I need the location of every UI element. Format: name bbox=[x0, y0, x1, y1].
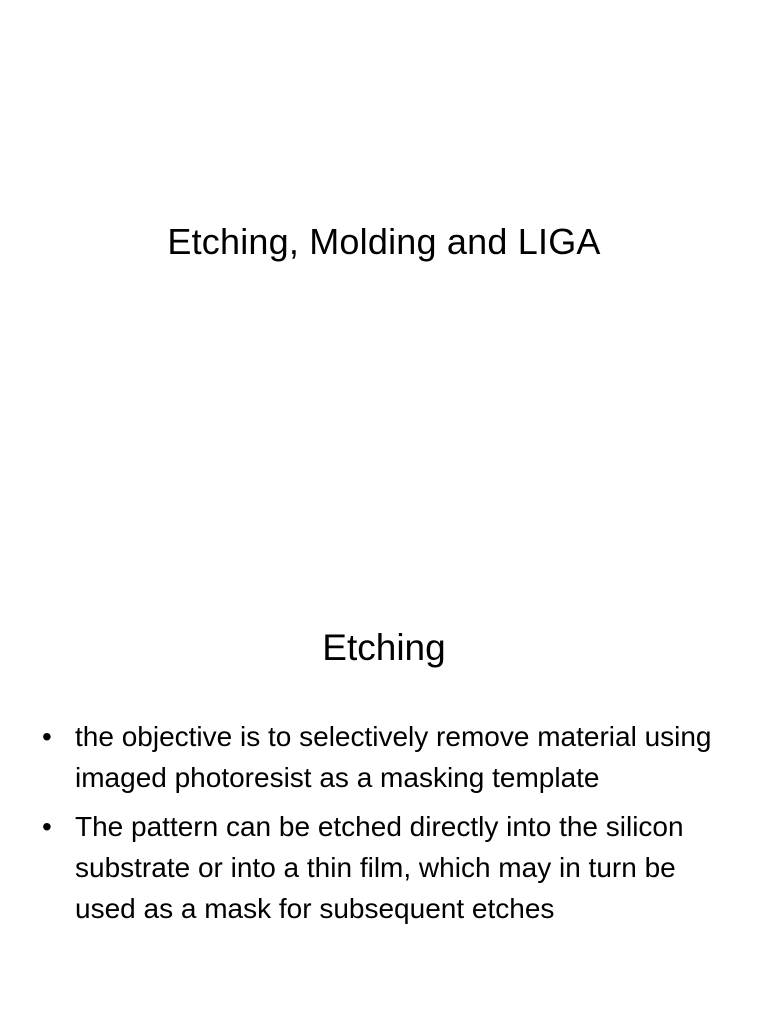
bullet-icon: • bbox=[42, 721, 52, 752]
bullet-icon: • bbox=[42, 811, 52, 842]
etching-slide bbox=[0, 576, 768, 1024]
slide-heading: Etching bbox=[322, 627, 446, 668]
bullet-item bbox=[40, 806, 740, 929]
bullet-list bbox=[40, 716, 740, 937]
bullet-text: The pattern can be etched directly into the silicon substrate or into a thin film, which may in turn be used as a mask for subsequent etches bbox=[75, 811, 684, 924]
bullet-item bbox=[40, 716, 740, 798]
slide-title: Etching, Molding and LIGA bbox=[167, 221, 601, 262]
bullet-text: the objective is to selectively remove material using imaged photoresist as a masking template bbox=[75, 721, 712, 793]
